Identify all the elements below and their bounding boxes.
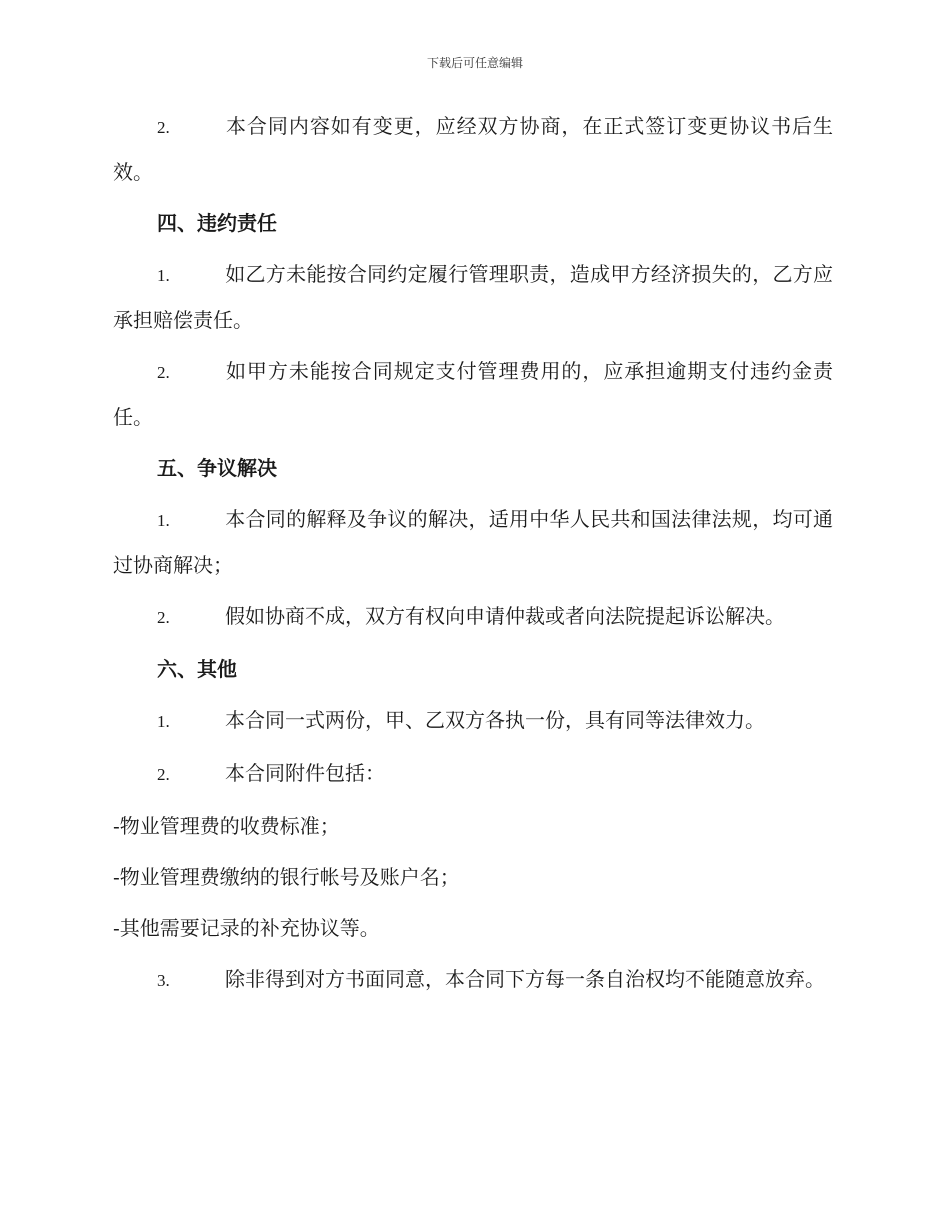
attachment-item: -其他需要记录的补充协议等。 [113, 916, 380, 940]
clause-text: 本合同的解释及争议的解决，适用中华人民共和国法律法规，均可通过协商解决； [113, 507, 833, 577]
clause-breach-1 [113, 252, 833, 342]
section-heading-other: 六、其他 [157, 657, 237, 681]
clause-change-2 [113, 104, 833, 194]
clause-text: 本合同内容如有变更，应经双方协商，在正式签订变更协议书后生效。 [113, 114, 833, 184]
clause-number: 1. [157, 712, 170, 731]
clause-number: 2. [157, 765, 170, 784]
clause-number: 2. [157, 363, 170, 382]
clause-number: 3. [157, 971, 170, 990]
clause-text: 如甲方未能按合同规定支付管理费用的，应承担逾期支付违约金责任。 [113, 359, 833, 429]
clause-text: 本合同一式两份，甲、乙双方各执一份，具有同等法律效力。 [225, 708, 765, 732]
clause-other-3 [113, 957, 833, 1003]
clause-text: 假如协商不成，双方有权向申请仲裁或者向法院提起诉讼解决。 [225, 604, 785, 628]
clause-text: 本合同附件包括： [225, 761, 385, 785]
clause-breach-2 [113, 349, 833, 439]
document-body [113, 104, 833, 1010]
attachment-item: -物业管理费缴纳的银行帐号及账户名； [113, 865, 460, 889]
clause-text: 除非得到对方书面同意，本合同下方每一条自治权均不能随意放弃。 [225, 967, 825, 991]
clause-other-1 [113, 698, 833, 744]
clause-text: 如乙方未能按合同约定履行管理职责，造成甲方经济损失的，乙方应承担赔偿责任。 [113, 262, 833, 332]
clause-number: 2. [157, 608, 170, 627]
clause-other-2 [113, 751, 833, 797]
clause-number: 1. [157, 511, 170, 530]
clause-number: 1. [157, 266, 170, 285]
clause-number: 2. [157, 118, 170, 137]
attachment-item: -物业管理费的收费标准； [113, 814, 340, 838]
page-header: 下载后可任意编辑 [426, 56, 523, 70]
clause-dispute-2 [113, 594, 833, 640]
section-heading-breach: 四、违约责任 [157, 211, 277, 235]
section-heading-dispute: 五、争议解决 [157, 456, 277, 480]
clause-dispute-1 [113, 497, 833, 587]
